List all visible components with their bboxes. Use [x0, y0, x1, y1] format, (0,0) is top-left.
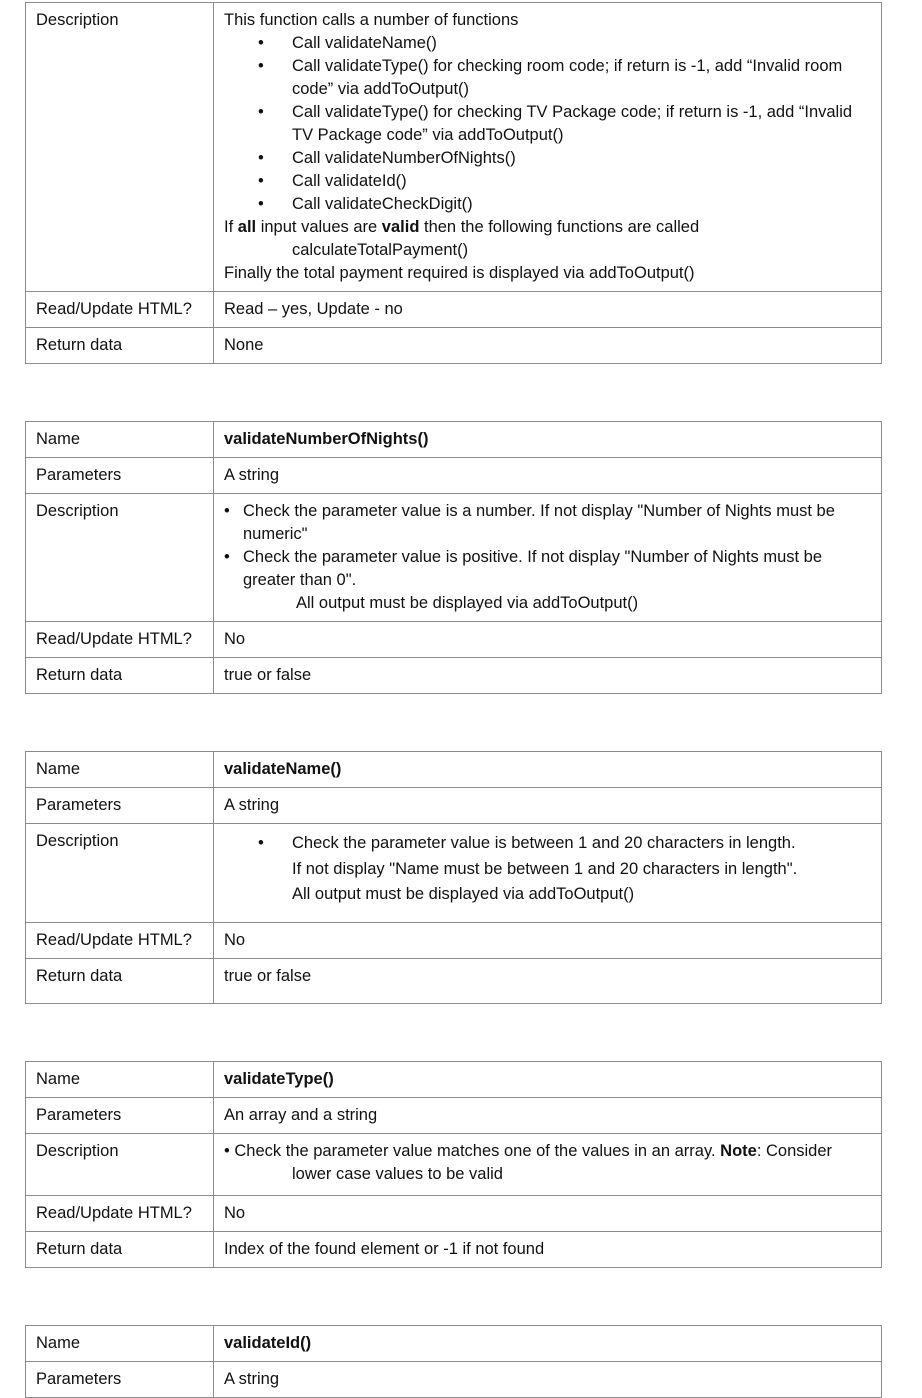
condition-text: then the following functions are called	[419, 218, 700, 236]
type-check-continuation: lower case values to be valid	[292, 1164, 503, 1183]
row-parameters	[26, 788, 882, 824]
value-parameters: A string	[214, 1361, 882, 1397]
call-item: • Call validateName()	[224, 32, 871, 55]
value-parameters: An array and a string	[214, 1097, 882, 1133]
check-list	[224, 831, 871, 857]
value-read-update: No	[214, 622, 882, 658]
label-return-data: Return data	[26, 958, 214, 1003]
call-item: • Call validateType() for checking room code; if return is -1, add “Invalid room code” via addToOutput()	[224, 55, 871, 101]
error-message-line: If not display "Name must be between 1 and 20 characters in length".	[292, 859, 798, 878]
label-read-update: Read/Update HTML?	[26, 1195, 214, 1231]
value-parameters: A string	[214, 458, 882, 494]
check-item: • Check the parameter value is between 1 and 20 characters in length.	[224, 831, 871, 857]
value-description	[214, 1133, 882, 1195]
row-return-data	[26, 328, 882, 364]
type-check-line	[224, 1140, 871, 1163]
row-description	[26, 824, 882, 923]
call-list	[224, 32, 871, 216]
call-item: • Call validateId()	[224, 170, 871, 193]
check-list	[224, 500, 871, 592]
value-name: validateNumberOfNights()	[214, 422, 882, 458]
call-item: • Call validateCheckDigit()	[224, 193, 871, 216]
spacer	[25, 1268, 882, 1325]
label-parameters: Parameters	[26, 1097, 214, 1133]
label-description: Description	[26, 3, 214, 292]
label-name: Name	[26, 422, 214, 458]
type-check-text: : Consider	[756, 1141, 833, 1160]
condition-text: If	[224, 218, 238, 236]
spec-table-validate-number-of-nights	[25, 421, 882, 694]
value-return-data: None	[214, 328, 882, 364]
label-parameters: Parameters	[26, 458, 214, 494]
note-label: Note	[720, 1141, 757, 1160]
row-return-data	[26, 958, 882, 1003]
spec-table-validate-id	[25, 1325, 882, 1398]
finally-line: Finally the total payment required is displayed via addToOutput()	[224, 264, 695, 282]
value-name: validateName()	[214, 752, 882, 788]
description-intro: This function calls a number of functions	[224, 11, 519, 29]
label-name: Name	[26, 1325, 214, 1361]
check-item: • Check the parameter value is positive. If not display "Number of Nights must be greater than 0".	[224, 546, 871, 592]
row-return-data	[26, 1231, 882, 1267]
spacer	[25, 364, 882, 421]
value-parameters: A string	[214, 788, 882, 824]
check-item: • Check the parameter value is a number. If not display "Number of Nights must be numeric"	[224, 500, 871, 546]
label-read-update: Read/Update HTML?	[26, 622, 214, 658]
value-return-data: Index of the found element or -1 if not found	[214, 1231, 882, 1267]
call-item: • Call validateType() for checking TV Package code; if return is -1, add “Invalid TV Package code” via addToOutput()	[224, 101, 871, 147]
row-read-update	[26, 1195, 882, 1231]
output-note: All output must be displayed via addToOutput()	[296, 594, 639, 612]
calculate-function: calculateTotalPayment()	[292, 241, 469, 259]
label-name: Name	[26, 752, 214, 788]
row-description	[26, 1133, 882, 1195]
output-note: All output must be displayed via addToOutput()	[292, 885, 635, 903]
label-description: Description	[26, 1133, 214, 1195]
value-read-update: No	[214, 922, 882, 958]
label-read-update: Read/Update HTML?	[26, 922, 214, 958]
condition-text: input values are	[256, 218, 382, 236]
row-parameters	[26, 1097, 882, 1133]
label-name: Name	[26, 1061, 214, 1097]
row-parameters	[26, 1361, 882, 1397]
value-return-data: true or false	[214, 658, 882, 694]
label-read-update: Read/Update HTML?	[26, 292, 214, 328]
label-parameters: Parameters	[26, 1361, 214, 1397]
value-description	[214, 3, 882, 292]
row-read-update	[26, 922, 882, 958]
value-description	[214, 824, 882, 923]
spacer	[25, 1004, 882, 1061]
label-return-data: Return data	[26, 1231, 214, 1267]
label-description: Description	[26, 494, 214, 622]
label-return-data: Return data	[26, 328, 214, 364]
row-parameters	[26, 458, 882, 494]
condition-emphasis-valid: valid	[381, 218, 420, 236]
value-name: validateId()	[214, 1325, 882, 1361]
spec-table-validate-type	[25, 1061, 882, 1268]
spacer	[25, 694, 882, 751]
value-read-update: No	[214, 1195, 882, 1231]
condition-line	[224, 216, 871, 239]
row-read-update	[26, 622, 882, 658]
row-return-data	[26, 658, 882, 694]
document-page	[25, 2, 882, 1398]
value-return-data: true or false	[214, 958, 882, 1003]
label-description: Description	[26, 824, 214, 923]
row-read-update	[26, 292, 882, 328]
call-item: • Call validateNumberOfNights()	[224, 147, 871, 170]
label-parameters: Parameters	[26, 788, 214, 824]
row-name	[26, 422, 882, 458]
row-description	[26, 494, 882, 622]
value-name: validateType()	[214, 1061, 882, 1097]
condition-emphasis-all: all	[237, 218, 257, 236]
row-name	[26, 752, 882, 788]
value-description	[214, 494, 882, 622]
value-read-update: Read – yes, Update - no	[214, 292, 882, 328]
type-check-text: • Check the parameter value matches one of the values in an array.	[224, 1141, 721, 1160]
spec-table-main	[25, 2, 882, 364]
row-name	[26, 1061, 882, 1097]
row-name	[26, 1325, 882, 1361]
spec-table-validate-name	[25, 751, 882, 1004]
row-description	[26, 3, 882, 292]
label-return-data: Return data	[26, 658, 214, 694]
